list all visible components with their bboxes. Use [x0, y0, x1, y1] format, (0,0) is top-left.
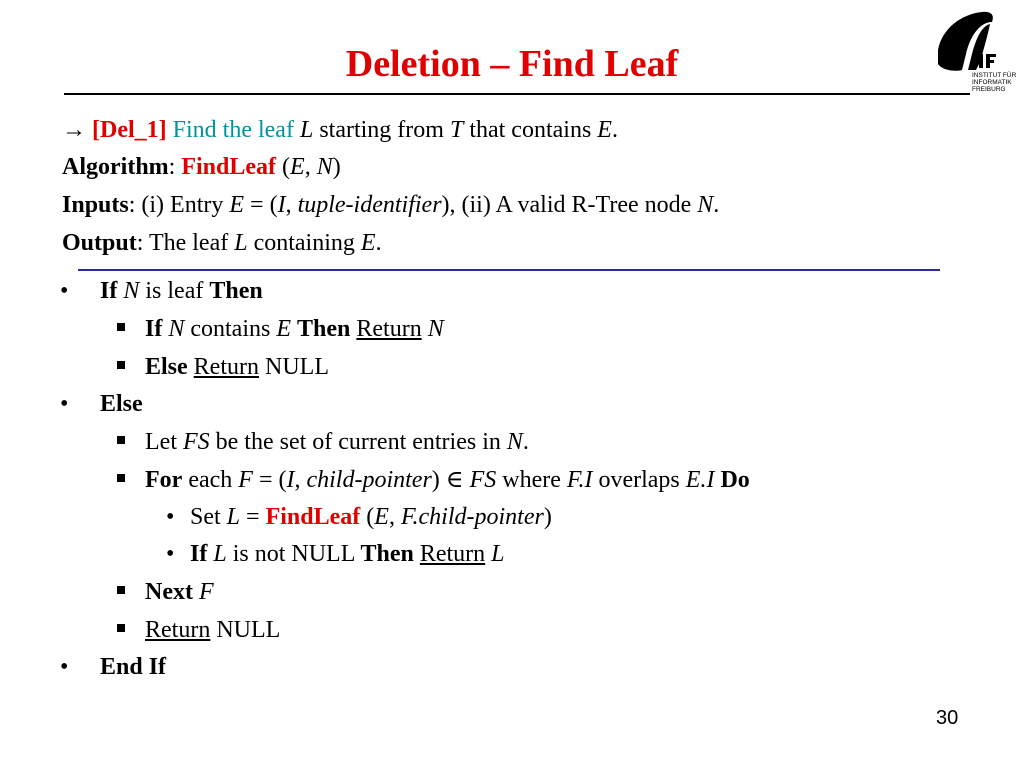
- algo-line-10: [145, 615, 280, 645]
- text: ,: [388, 504, 395, 530]
- square-bullet-icon: [117, 361, 125, 369]
- text: starting from: [319, 117, 444, 143]
- text: ), (ii) A valid R-Tree node: [441, 192, 692, 218]
- var-L: L: [234, 230, 248, 256]
- var-F: F: [566, 467, 579, 493]
- text: .: [611, 117, 618, 143]
- text: = (: [258, 467, 287, 493]
- algorithm-line: [62, 152, 341, 182]
- var-FS: FS: [469, 467, 497, 493]
- square-bullet-icon: [117, 474, 125, 482]
- bullet-dot-icon: •: [60, 391, 69, 417]
- var-L: L: [299, 117, 314, 143]
- text: .: [522, 429, 529, 455]
- output-label: Output: [62, 230, 137, 256]
- bullet-dot-icon: •: [60, 654, 69, 680]
- text: .: [375, 230, 382, 256]
- text: NULL: [216, 617, 281, 643]
- title-rule: [64, 93, 970, 95]
- kw-end-if: End If: [100, 654, 167, 680]
- algo-line-4: [100, 389, 143, 419]
- var-T: T: [449, 117, 464, 143]
- var-E: E: [597, 117, 612, 143]
- var-N: N: [506, 429, 523, 455]
- algorithm-name: FindLeaf: [265, 504, 361, 530]
- var-I: I: [286, 467, 295, 493]
- algorithm-name: FindLeaf: [181, 154, 277, 180]
- text: .: [713, 192, 720, 218]
- algo-line-5: [145, 427, 529, 457]
- var-E: E: [290, 154, 305, 180]
- algorithm-label: Algorithm: [62, 154, 169, 180]
- text: ,: [285, 192, 292, 218]
- kw-next: Next: [145, 579, 193, 605]
- text: ): [543, 504, 552, 530]
- bullet-dot-icon: •: [166, 541, 175, 567]
- del-find: Find the leaf: [172, 117, 294, 143]
- text: (: [366, 504, 375, 530]
- var-N: N: [316, 154, 333, 180]
- var-E: E: [685, 467, 701, 493]
- var-E: E: [229, 192, 245, 218]
- text: =: [246, 504, 260, 530]
- slide-title: Deletion – Find Leaf: [345, 43, 679, 85]
- text: ): [431, 467, 440, 493]
- var-E: E: [360, 230, 376, 256]
- var-FS: FS: [182, 429, 210, 455]
- kw-for: For: [145, 467, 183, 493]
- algo-line-8: [190, 539, 505, 569]
- square-bullet-icon: [117, 624, 125, 632]
- text: containing: [253, 230, 355, 256]
- var-L: L: [491, 541, 505, 567]
- page-number: 30: [936, 707, 959, 729]
- text: :: [168, 154, 176, 180]
- var-tuple-identifier: tuple-identifier: [297, 192, 442, 218]
- kw-else: Else: [100, 391, 143, 417]
- text: ): [332, 154, 341, 180]
- bullet-dot-icon: •: [166, 504, 175, 530]
- kw-if: If: [145, 316, 163, 342]
- kw-if: If: [100, 278, 118, 304]
- var-I: I: [277, 192, 286, 218]
- text: each: [188, 467, 233, 493]
- kw-do: Do: [720, 467, 750, 493]
- algo-line-9: [145, 577, 214, 607]
- var-F: F: [198, 579, 214, 605]
- text: contains: [190, 316, 271, 342]
- var-F: F: [238, 467, 253, 493]
- var-F: F: [400, 504, 413, 530]
- square-bullet-icon: [117, 436, 125, 444]
- text: ,: [304, 154, 311, 180]
- section-rule: [78, 269, 940, 271]
- text: = (: [250, 192, 278, 218]
- text: where: [502, 467, 561, 493]
- kw-return: Return: [419, 541, 486, 567]
- square-bullet-icon: [117, 586, 125, 594]
- element-of-icon: ∈: [445, 467, 464, 493]
- text: be the set of current entries in: [215, 429, 501, 455]
- inputs-line: [62, 190, 719, 220]
- kw-then: Then: [360, 541, 414, 567]
- var-L: L: [213, 541, 227, 567]
- algo-line-11: [100, 652, 166, 682]
- output-line: [62, 228, 382, 258]
- var-child-pointer: .child-pointer: [412, 504, 544, 530]
- bullet-dot-icon: •: [60, 278, 69, 304]
- text: overlaps: [598, 467, 680, 493]
- text: NULL: [265, 354, 329, 380]
- kw-else: Else: [145, 354, 188, 380]
- kw-return: Return: [193, 354, 259, 380]
- del-tag: [Del_1]: [92, 117, 167, 143]
- var-N: N: [123, 278, 140, 304]
- kw-then: Then: [209, 278, 263, 304]
- text: that contains: [469, 117, 592, 143]
- var-E: E: [374, 504, 389, 530]
- var-N: N: [427, 316, 444, 342]
- var-I: .I: [578, 467, 593, 493]
- text: (: [282, 154, 291, 180]
- var-N: N: [168, 316, 185, 342]
- arrow-icon: →: [62, 117, 86, 143]
- text: is leaf: [145, 278, 204, 304]
- var-N: N: [697, 192, 714, 218]
- text: : (i) Entry: [128, 192, 224, 218]
- algo-line-6: [145, 465, 750, 495]
- logo-line-4: FREIBURG: [972, 86, 1006, 93]
- kw-return: Return: [145, 617, 211, 643]
- logo-line-3: INFORMATIK: [972, 79, 1012, 86]
- algo-line-2: [145, 314, 444, 344]
- var-child-pointer: child-pointer: [306, 467, 432, 493]
- algo-line-7: [190, 502, 552, 532]
- text: ,: [294, 467, 301, 493]
- del-line: [62, 115, 618, 145]
- algo-line-3: [145, 352, 329, 382]
- algo-line-1: [100, 276, 263, 306]
- inputs-label: Inputs: [62, 192, 129, 218]
- text: is not NULL: [232, 541, 355, 567]
- text: : The leaf: [136, 230, 229, 256]
- var-E: E: [276, 316, 292, 342]
- kw-then: Then: [297, 316, 351, 342]
- var-L: L: [226, 504, 241, 530]
- text: Let: [145, 429, 177, 455]
- square-bullet-icon: [117, 323, 125, 331]
- logo-line-2: INSTITUT FÜR: [972, 72, 1016, 79]
- iif-logo: [932, 8, 1016, 94]
- text: Set: [190, 504, 221, 530]
- kw-if: If: [190, 541, 208, 567]
- var-I: .I: [700, 467, 715, 493]
- kw-return: Return: [356, 316, 422, 342]
